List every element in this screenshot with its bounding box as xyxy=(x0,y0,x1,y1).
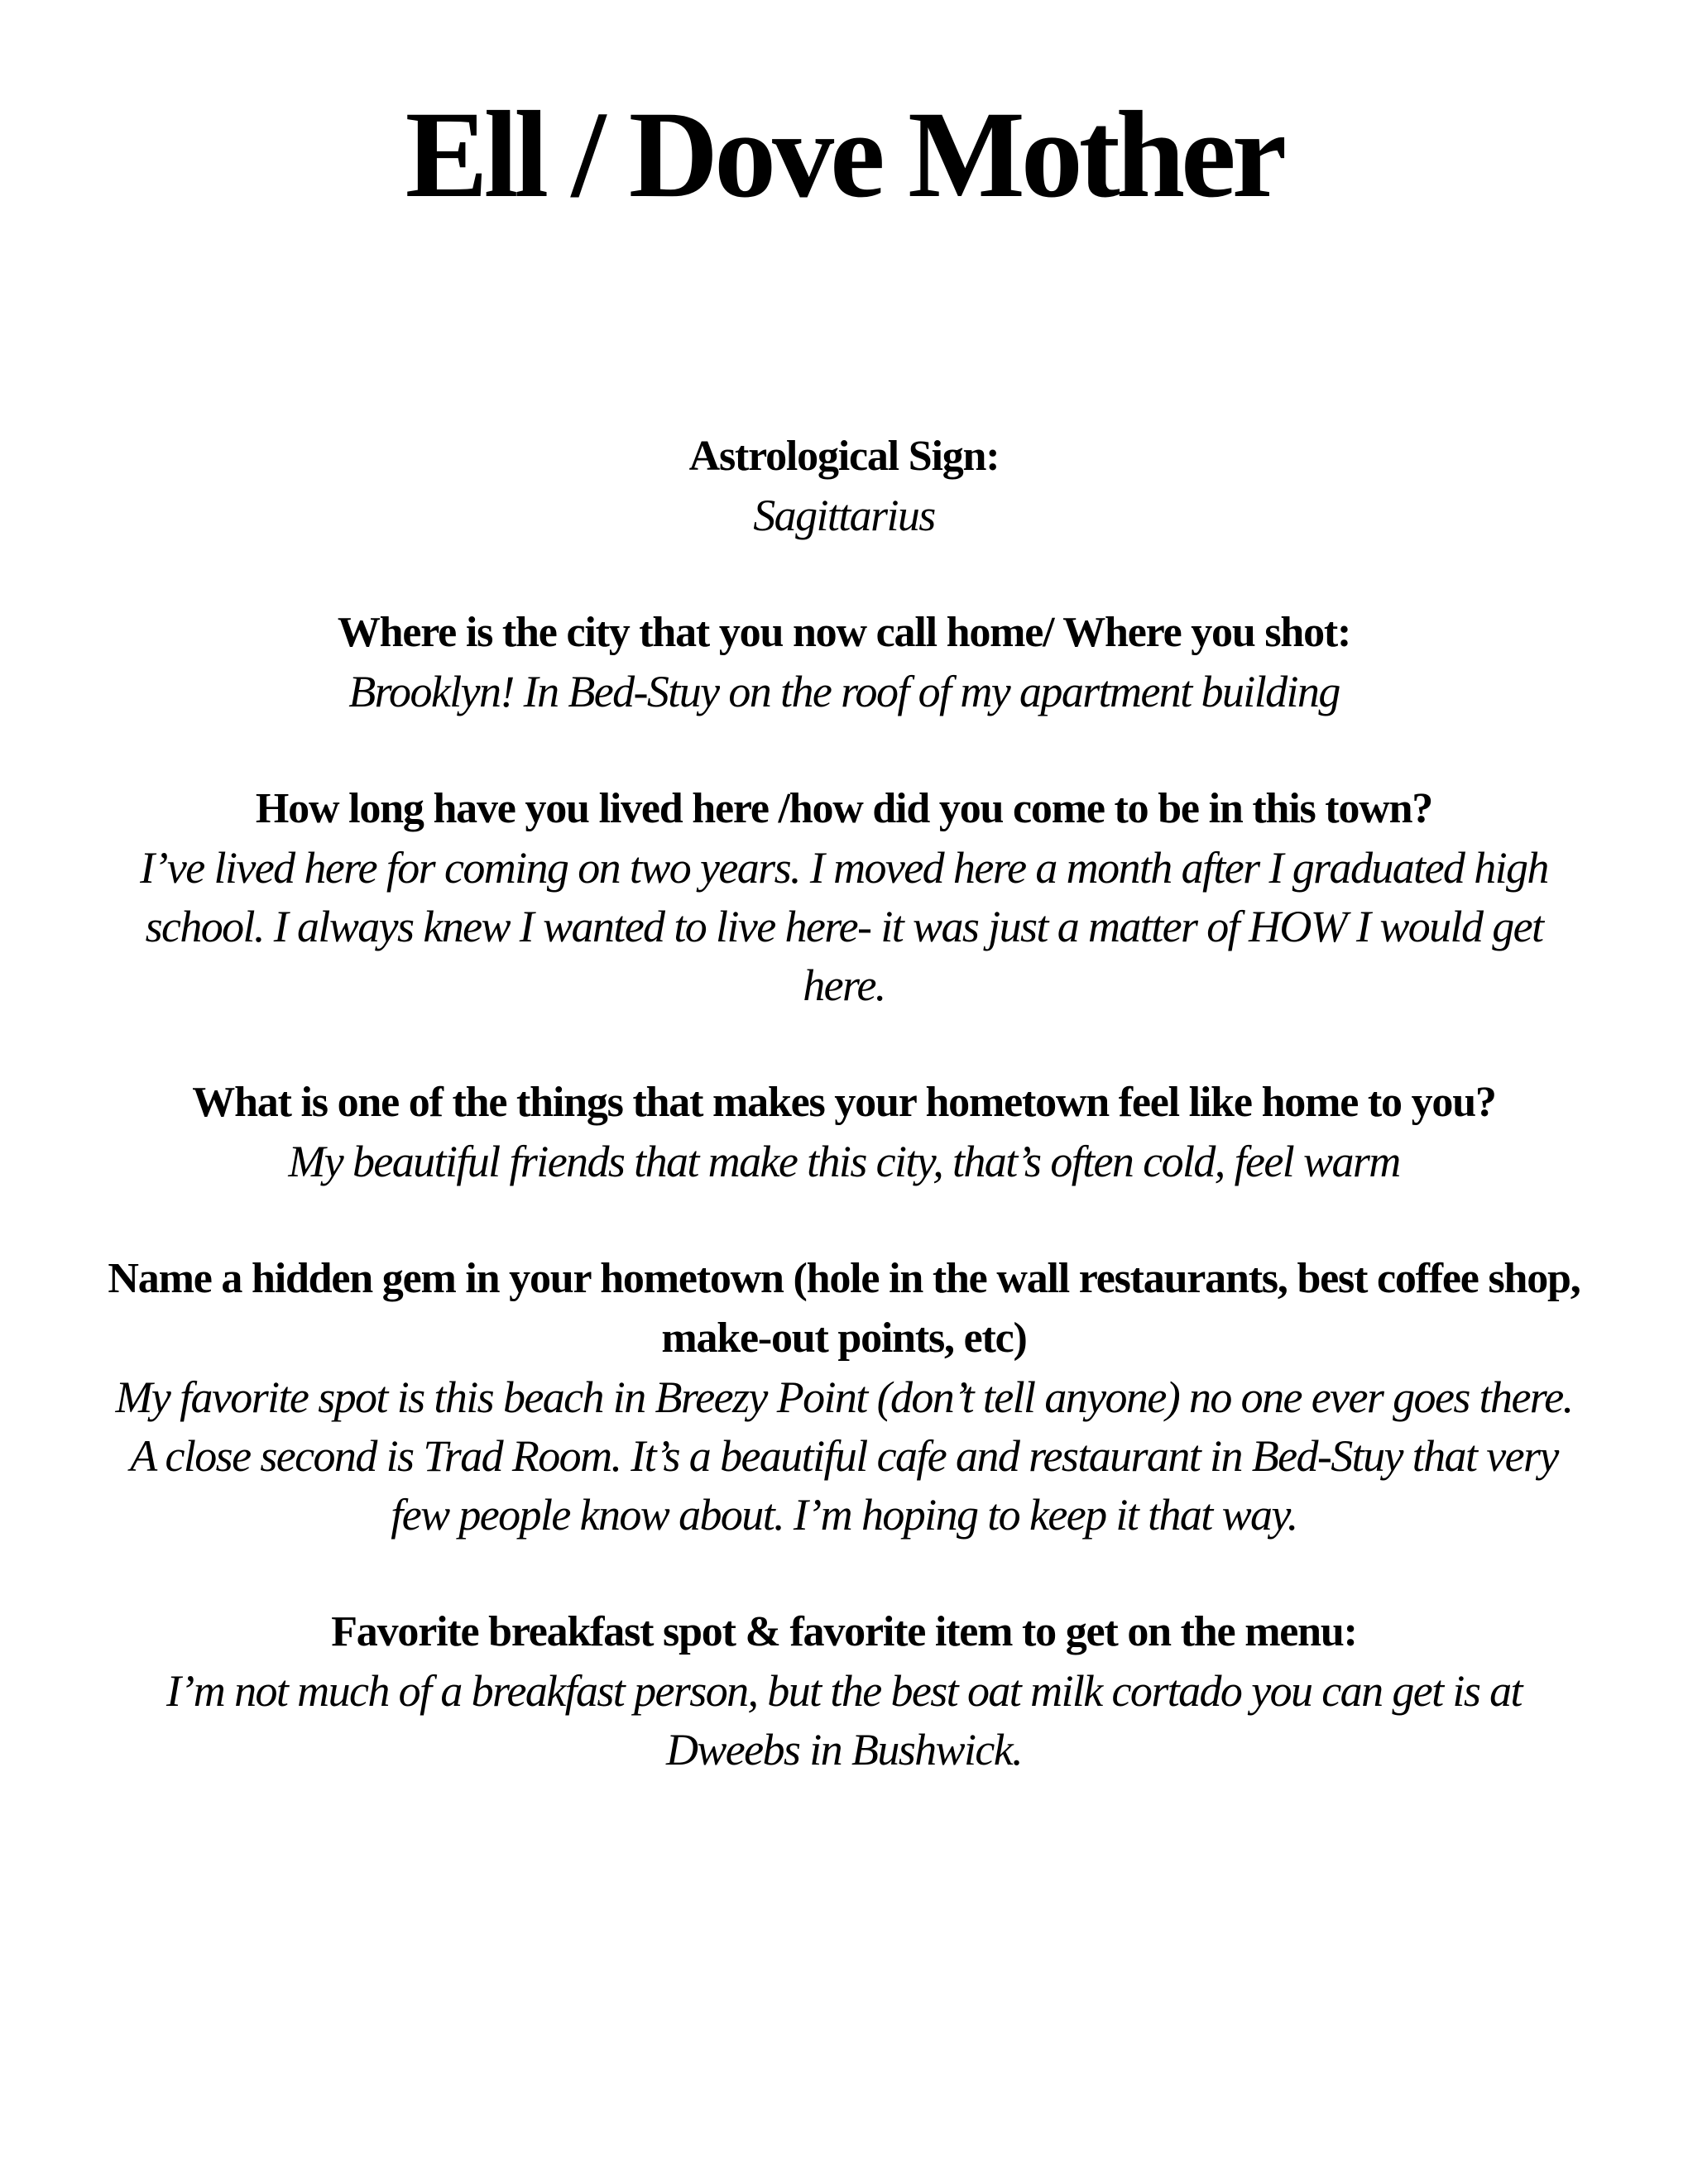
answer-how-long-lived: I’ve lived here for coming on two years. I moved here a month after I graduated high school. I always knew I wanted to live here- it was just a matter of HOW I would get here. xyxy=(140,843,1548,1010)
answer-breakfast-spot: I’m not much of a breakfast person, but the best oat milk cortado you can get is at Dweebs in Bushwick. xyxy=(166,1666,1522,1774)
question-feels-like-home: What is one of the things that makes your hometown feel like home to you? xyxy=(192,1079,1496,1126)
question-astrological-sign: Astrological Sign: xyxy=(688,433,1000,480)
answer-home-city: Brooklyn! In Bed-Stuy on the roof of my apartment building xyxy=(348,667,1340,716)
qa-hidden-gem xyxy=(99,1249,1589,1545)
question-breakfast-spot: Favorite breakfast spot & favorite item to get on the menu: xyxy=(331,1608,1357,1655)
answer-astrological-sign: Sagittarius xyxy=(753,491,935,540)
question-how-long-lived: How long have you lived here /how did you come to be in this town? xyxy=(255,785,1433,832)
answer-hidden-gem: My favorite spot is this beach in Breezy Point (don’t tell anyone) no one ever goes there. A close second is Trad Room. It’s a beautiful cafe and restaurant in Bed-Stuy that very few people know about. I’m hoping to keep it that way. xyxy=(115,1372,1573,1540)
qa-home-city xyxy=(99,603,1589,721)
qa-breakfast-spot xyxy=(99,1602,1589,1779)
answer-feels-like-home: My beautiful friends that make this city, that’s often cold, feel warm xyxy=(288,1137,1400,1186)
question-home-city: Where is the city that you now call home/ Where you shot: xyxy=(337,609,1351,656)
qa-astrological-sign xyxy=(99,427,1589,545)
qa-list xyxy=(99,427,1589,1837)
qa-how-long-lived xyxy=(99,779,1589,1015)
qa-feels-like-home xyxy=(99,1073,1589,1191)
page-title: Ell / Dove Mother xyxy=(405,86,1283,223)
question-hidden-gem: Name a hidden gem in your hometown (hole in the wall restaurants, best coffee shop, make-out points, etc) xyxy=(108,1255,1580,1362)
